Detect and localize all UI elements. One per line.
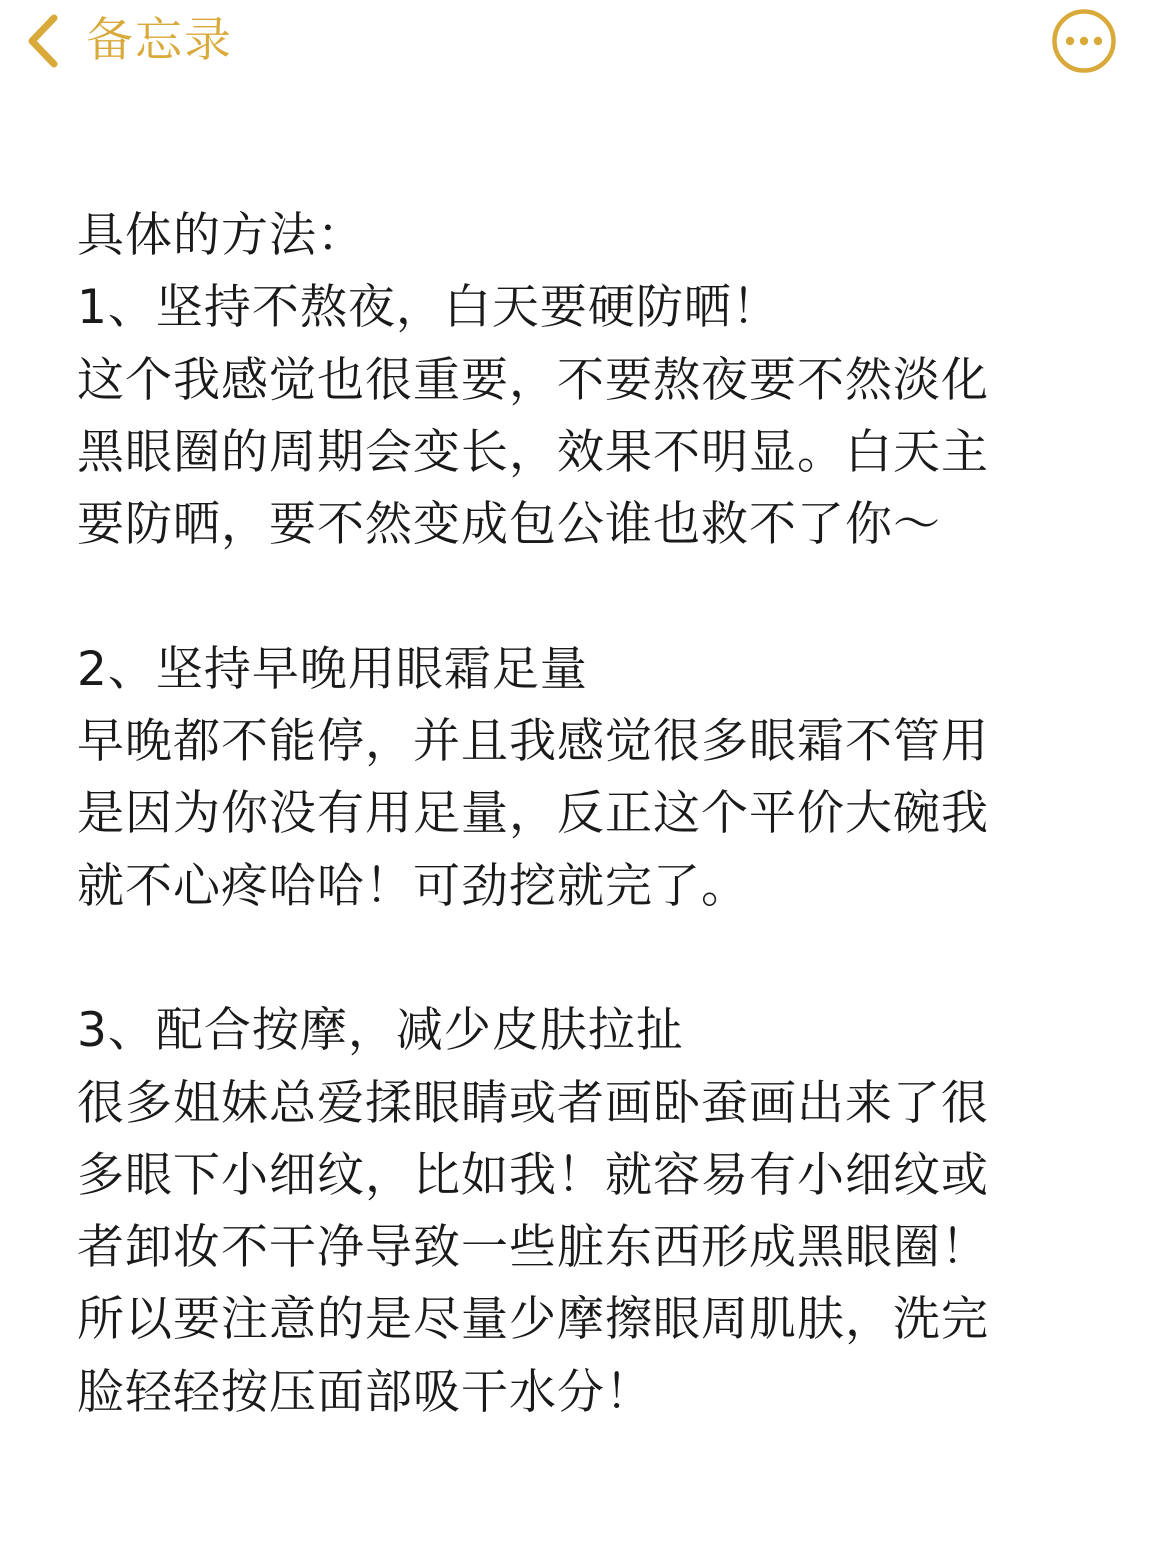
section-2-line-2: 是因为你没有用足量，反正这个平价大碗我 [77,786,989,842]
back-button[interactable] [24,8,233,74]
section-2-title: 2、坚持早晚用眼霜足量 [77,641,588,697]
blank-line [77,923,1077,995]
section-1-line-3: 要防晒，要不然变成包公谁也救不了你～ [77,497,941,553]
note-heading: 具体的方法： [77,208,365,263]
section-1-line-1: 这个我感觉也很重要，不要熬夜要不然淡化 [77,352,989,408]
section-3-line-5: 脸轻轻按压面部吸干水分！ [77,1364,653,1420]
chevron-left-icon [24,12,62,70]
nav-bar [0,0,1170,90]
section-2-line-1: 早晚都不能停，并且我感觉很多眼霜不管用 [77,714,989,770]
back-label: 备忘录 [86,13,233,68]
blank-line [77,561,1077,633]
more-button[interactable] [1051,8,1117,74]
note-body[interactable] [77,200,1077,1429]
section-1-line-2: 黑眼圈的周期会变长，效果不明显。白天主 [77,424,989,480]
section-3-title: 3、配合按摩，减少皮肤拉扯 [77,1003,684,1059]
section-3-line-3: 者卸妆不干净导致一些脏东西形成黑眼圈！ [77,1220,989,1276]
section-3-line-4: 所以要注意的是尽量少摩擦眼周肌肤，洗完 [77,1292,989,1348]
section-3-line-2: 多眼下小细纹，比如我！就容易有小细纹或 [77,1147,989,1203]
ellipsis-circle-icon [1051,8,1117,74]
section-2-line-3: 就不心疼哈哈！可劲挖就完了。 [77,858,749,914]
section-3-line-1: 很多姐妹总爱揉眼睛或者画卧蚕画出来了很 [77,1075,989,1131]
section-1-title: 1、坚持不熬夜，白天要硬防晒！ [77,280,780,336]
